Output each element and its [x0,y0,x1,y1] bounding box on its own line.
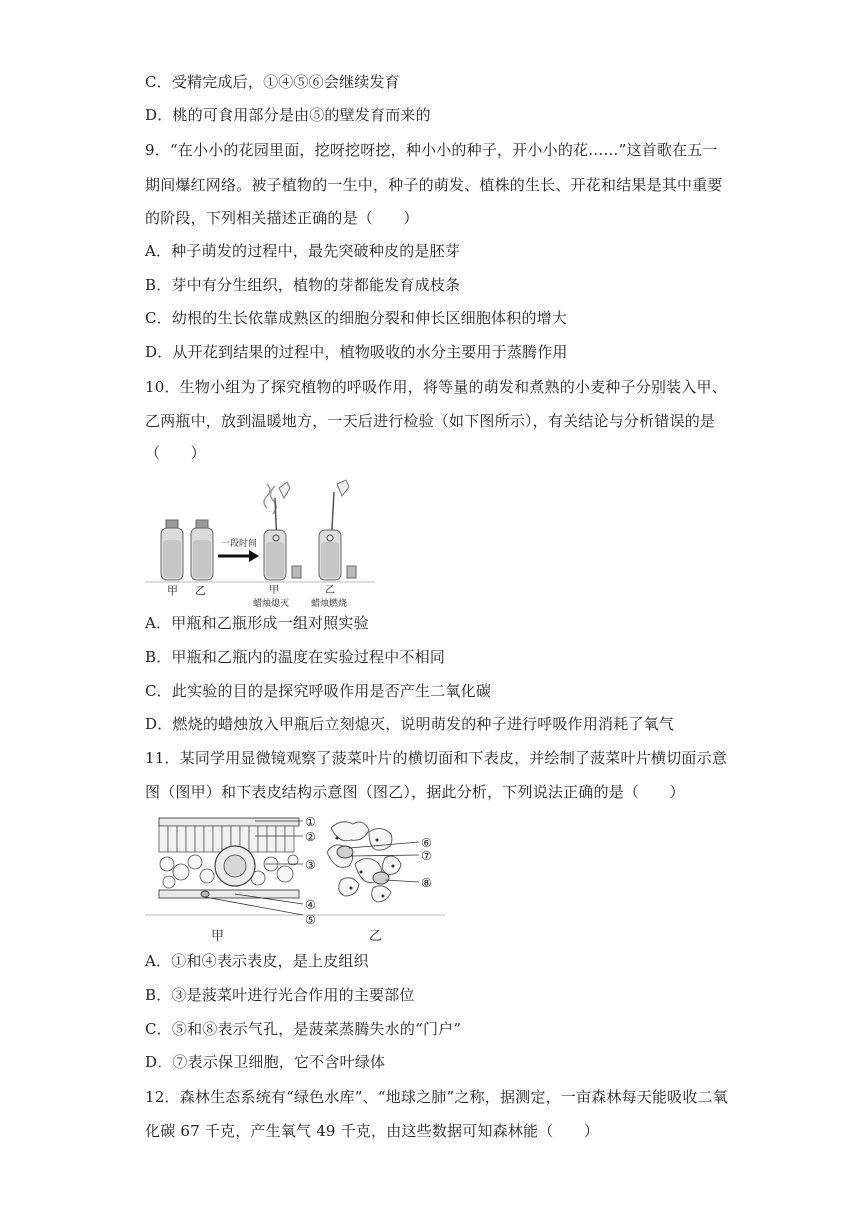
bottle-jia-after [264,482,301,580]
label-6: ⑥ [421,836,432,850]
q10-stem-line-1: 10．生物小组为了探究植物的呼吸作用，将等量的萌发和煮熟的小麦种子分别装入甲、 [145,378,727,396]
bottle-yi-after [319,480,356,580]
label-7: ⑦ [421,849,432,863]
q12-stem-line-2: 化碳 67 千克，产生氧气 49 千克，由这些数据可知森林能（ ） [145,1122,600,1140]
q10-stem-line-2: 乙两瓶中，放到温暖地方，一天后进行检验（如下图所示），有关结论与分析错误的是 [145,412,716,430]
leaf-structure-figure [145,812,445,946]
q10-option-c: C．此实验的目的是探究呼吸作用是否产生二氧化碳 [145,682,492,700]
caption-candle-out: 蜡烛熄灭 [253,599,290,609]
bottle-yi-label: 乙 [195,584,206,597]
caption-jia: 甲 [211,929,225,944]
caption-candle-burning: 蜡烛燃烧 [311,599,348,609]
q12-stem-line-1: 12．森林生态系统有“绿色水库”、“地球之肺”之称，据测定，一亩森林每天能吸收二氧 [145,1088,728,1106]
q9-stem-line-1: 9．“在小小的花园里面，挖呀挖呀挖，种小小的种子，开小小的花……”这首歌在五一 [145,141,718,159]
respiration-experiment-figure [145,478,375,610]
result-jia-label: 甲 [269,585,279,596]
q9-stem-line-2: 期间爆红网络。被子植物的一生中，种子的萌发、植株的生长、开花和结果是其中重要 [145,176,723,194]
bottle-jia-before [161,520,183,580]
lower-epidermis [327,822,401,902]
label-1: ① [305,815,316,829]
label-2: ② [305,830,316,844]
leaf-cross-section [159,818,299,898]
arrow-label: 一段时间 [221,539,258,549]
label-3: ③ [305,858,316,872]
time-arrow [218,550,259,562]
q11-option-d: D．⑦表示保卫细胞，它不含叶绿体 [145,1053,386,1071]
q9-stem-line-3: 的阶段，下列相关描述正确的是（ ） [145,209,419,227]
q9-option-a: A．种子萌发的过程中，最先突破种皮的是胚芽 [145,242,461,260]
caption-yi: 乙 [369,929,383,944]
label-8: ⑧ [421,876,432,890]
q11-option-c: C．⑤和⑧表示气孔，是菠菜蒸腾失水的“门户” [145,1020,462,1038]
q11-stem-line-1: 11．某同学用显微镜观察了菠菜叶片的横切面和下表皮，并绘制了菠菜叶片横切面示意 [145,749,727,767]
q10-option-b: B．甲瓶和乙瓶内的温度在实验过程中不相同 [145,648,446,666]
q10-stem-line-3: （ ） [145,444,206,462]
q10-option-a: A．甲瓶和乙瓶形成一组对照实验 [145,614,369,632]
q9-option-b: B．芽中有分生组织，植物的芽都能发育成枝条 [145,276,461,294]
q11-option-b: B．③是菠菜叶进行光合作用的主要部位 [145,986,415,1004]
q8-option-c: C．受精完成后，①④⑤⑥会继续发育 [145,73,400,91]
q8-option-d: D．桃的可食用部分是由⑤的壁发育而来的 [145,106,431,124]
result-yi-label: 乙 [325,585,335,596]
q11-stem-line-2: 图（图甲）和下表皮结构示意图（图乙），据此分析，下列说法正确的是（ ） [145,783,685,801]
q9-option-d: D．从开花到结果的过程中，植物吸收的水分主要用于蒸腾作用 [145,343,568,361]
bottle-yi-before [191,520,213,580]
q9-option-c: C．幼根的生长依靠成熟区的细胞分裂和伸长区细胞体积的增大 [145,309,568,327]
label-5: ⑤ [305,913,316,927]
label-4: ④ [305,898,316,912]
q10-option-d: D．燃烧的蜡烛放入甲瓶后立刻熄灭，说明萌发的种子进行呼吸作用消耗了氧气 [145,715,675,733]
bottle-jia-label: 甲 [167,584,178,597]
q11-option-a: A．①和④表示表皮，是上皮组织 [145,952,369,970]
